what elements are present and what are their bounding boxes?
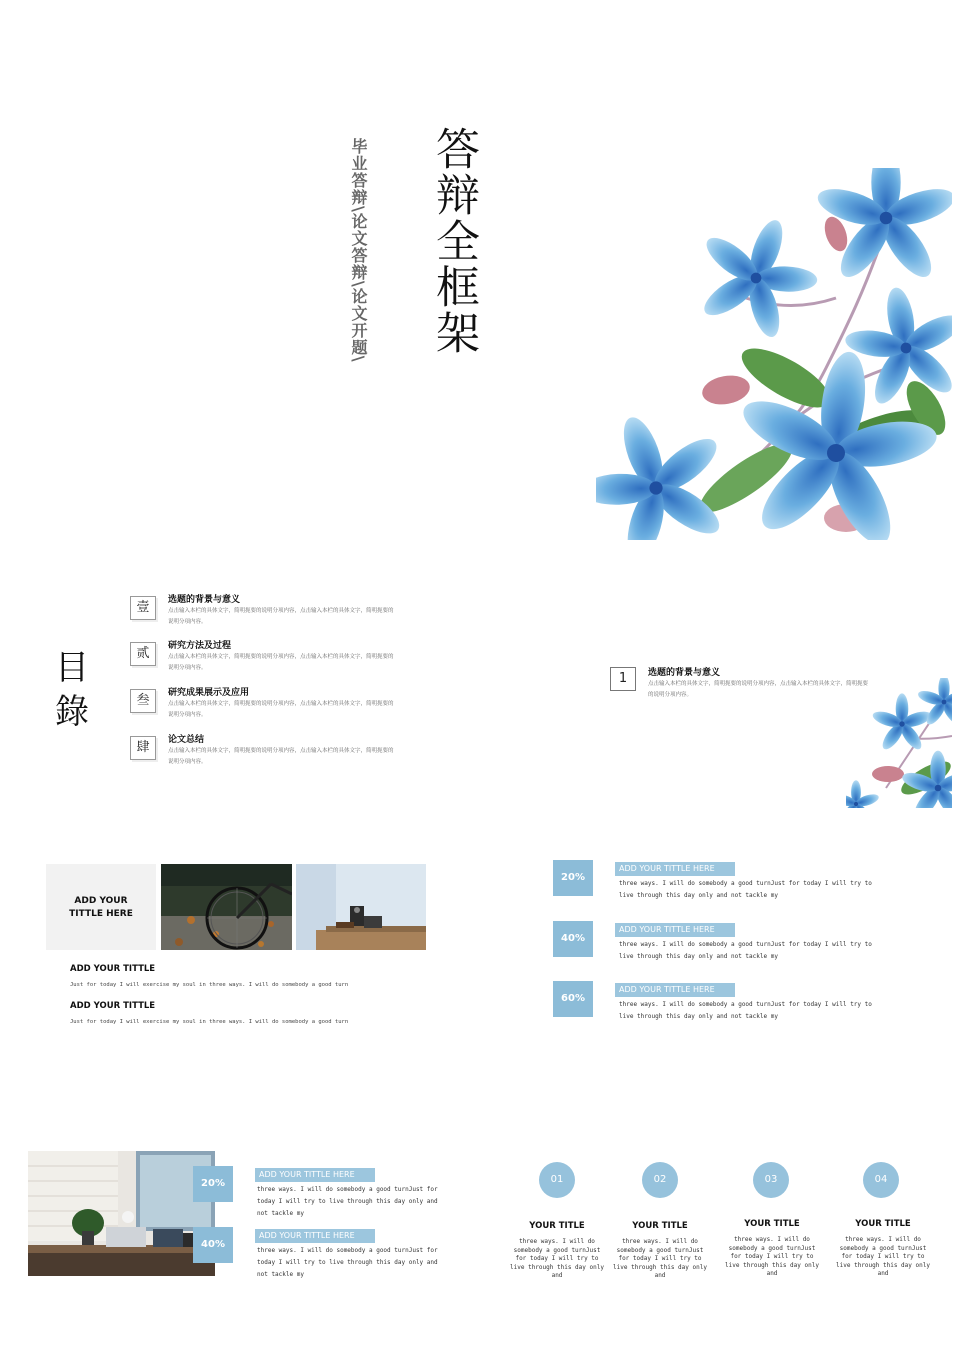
section-heading: 选题的背景与意义 <box>648 668 721 678</box>
toc-description: 点击输入本栏的具体文字，简明扼要的说明分项内容，点击输入本栏的具体文字，简明扼要的说明分项内容。 <box>168 608 394 625</box>
row-text: three ways. I will do somebody a good turnJust for today I will try to live through this day only and not tackle my <box>257 1247 438 1278</box>
step-circle: 03 <box>753 1162 789 1198</box>
toc-item <box>130 642 400 682</box>
row-text: three ways. I will do somebody a good turnJust for today I will try to live through this day only and not tackle my <box>619 1001 872 1020</box>
row-title-bar: ADD YOUR TITTLE HERE <box>255 1168 375 1182</box>
row-title-bar: ADD YOUR TITTLE HERE <box>615 983 735 997</box>
toc-heading: 研究方法及过程 <box>168 641 232 651</box>
step-title: YOUR TITLE <box>744 1219 800 1229</box>
bicycle-photo <box>161 864 292 950</box>
section-number: 1 <box>610 667 636 691</box>
toc-number: 肆 <box>130 736 156 760</box>
block-heading: ADD YOUR TITTLE <box>70 1001 156 1011</box>
section-description: 点击输入本栏的具体文字，简明扼要的说明分项内容，点击输入本栏的具体文字，简明扼要的说明分项内容。 <box>648 681 869 698</box>
block-text: Just for today I will exercise my soul in three ways. I will do somebody a good turn <box>70 1019 349 1025</box>
step-text: three ways. I will do somebody a good turnJust for today I will try to live through this day only and <box>725 1236 819 1277</box>
toc-item <box>130 596 400 636</box>
title-box-text: ADD YOUR TITTLE HERE <box>69 896 133 919</box>
camera-photo <box>296 864 426 950</box>
percent-badge: 40% <box>193 1227 233 1263</box>
office-desk-photo <box>28 1151 215 1276</box>
step-text: three ways. I will do somebody a good turnJust for today I will try to live through this day only and <box>613 1238 707 1279</box>
toc-number: 贰 <box>130 642 156 666</box>
toc-title: 目錄 <box>55 648 89 732</box>
cover-subtitle: 毕业答辩\论文答辩\论文开题\ <box>349 138 368 363</box>
small-flowers-illustration <box>846 678 952 808</box>
step-text: three ways. I will do somebody a good turnJust for today I will try to live through this day only and <box>836 1236 930 1277</box>
row-text: three ways. I will do somebody a good turnJust for today I will try to live through this day only and not tackle my <box>619 941 872 960</box>
step-text: three ways. I will do somebody a good turnJust for today I will try to live through this day only and <box>510 1238 604 1279</box>
percent-badge: 20% <box>193 1166 233 1202</box>
percent-badge: 40% <box>553 921 593 957</box>
block-heading: ADD YOUR TITTLE <box>70 964 156 974</box>
toc-description: 点击输入本栏的具体文字，简明扼要的说明分项内容，点击输入本栏的具体文字，简明扼要的说明分项内容。 <box>168 654 394 671</box>
toc-item <box>130 689 400 729</box>
row-title-bar: ADD YOUR TITTLE HERE <box>615 862 735 876</box>
block-text: Just for today I will exercise my soul in three ways. I will do somebody a good turn <box>70 982 349 988</box>
step-title: YOUR TITLE <box>855 1219 911 1229</box>
toc-description: 点击输入本栏的具体文字，简明扼要的说明分项内容，点击输入本栏的具体文字，简明扼要的说明分项内容。 <box>168 701 394 718</box>
percent-badge: 20% <box>553 860 593 896</box>
watercolor-flowers-illustration <box>596 168 952 540</box>
step-title: YOUR TITLE <box>632 1221 688 1231</box>
toc-heading: 研究成果展示及应用 <box>168 688 250 698</box>
toc-heading: 选题的背景与意义 <box>168 595 241 605</box>
row-title-bar: ADD YOUR TITTLE HERE <box>615 923 735 937</box>
step-title: YOUR TITLE <box>529 1221 585 1231</box>
row-title-bar: ADD YOUR TITTLE HERE <box>255 1229 375 1243</box>
row-text: three ways. I will do somebody a good turnJust for today I will try to live through this day only and not tackle my <box>257 1186 438 1217</box>
toc-item <box>130 736 400 776</box>
step-circle: 04 <box>863 1162 899 1198</box>
toc-heading: 论文总结 <box>168 735 205 745</box>
percent-badge: 60% <box>553 981 593 1017</box>
cover-title: 答辩全框架 <box>428 126 479 356</box>
toc-number: 壹 <box>130 596 156 620</box>
toc-number: 叁 <box>130 689 156 713</box>
step-circle: 02 <box>642 1162 678 1198</box>
step-circle: 01 <box>539 1162 575 1198</box>
row-text: three ways. I will do somebody a good turnJust for today I will try to live through this day only and not tackle my <box>619 880 872 899</box>
toc-description: 点击输入本栏的具体文字，简明扼要的说明分项内容，点击输入本栏的具体文字，简明扼要的说明分项内容。 <box>168 748 394 765</box>
